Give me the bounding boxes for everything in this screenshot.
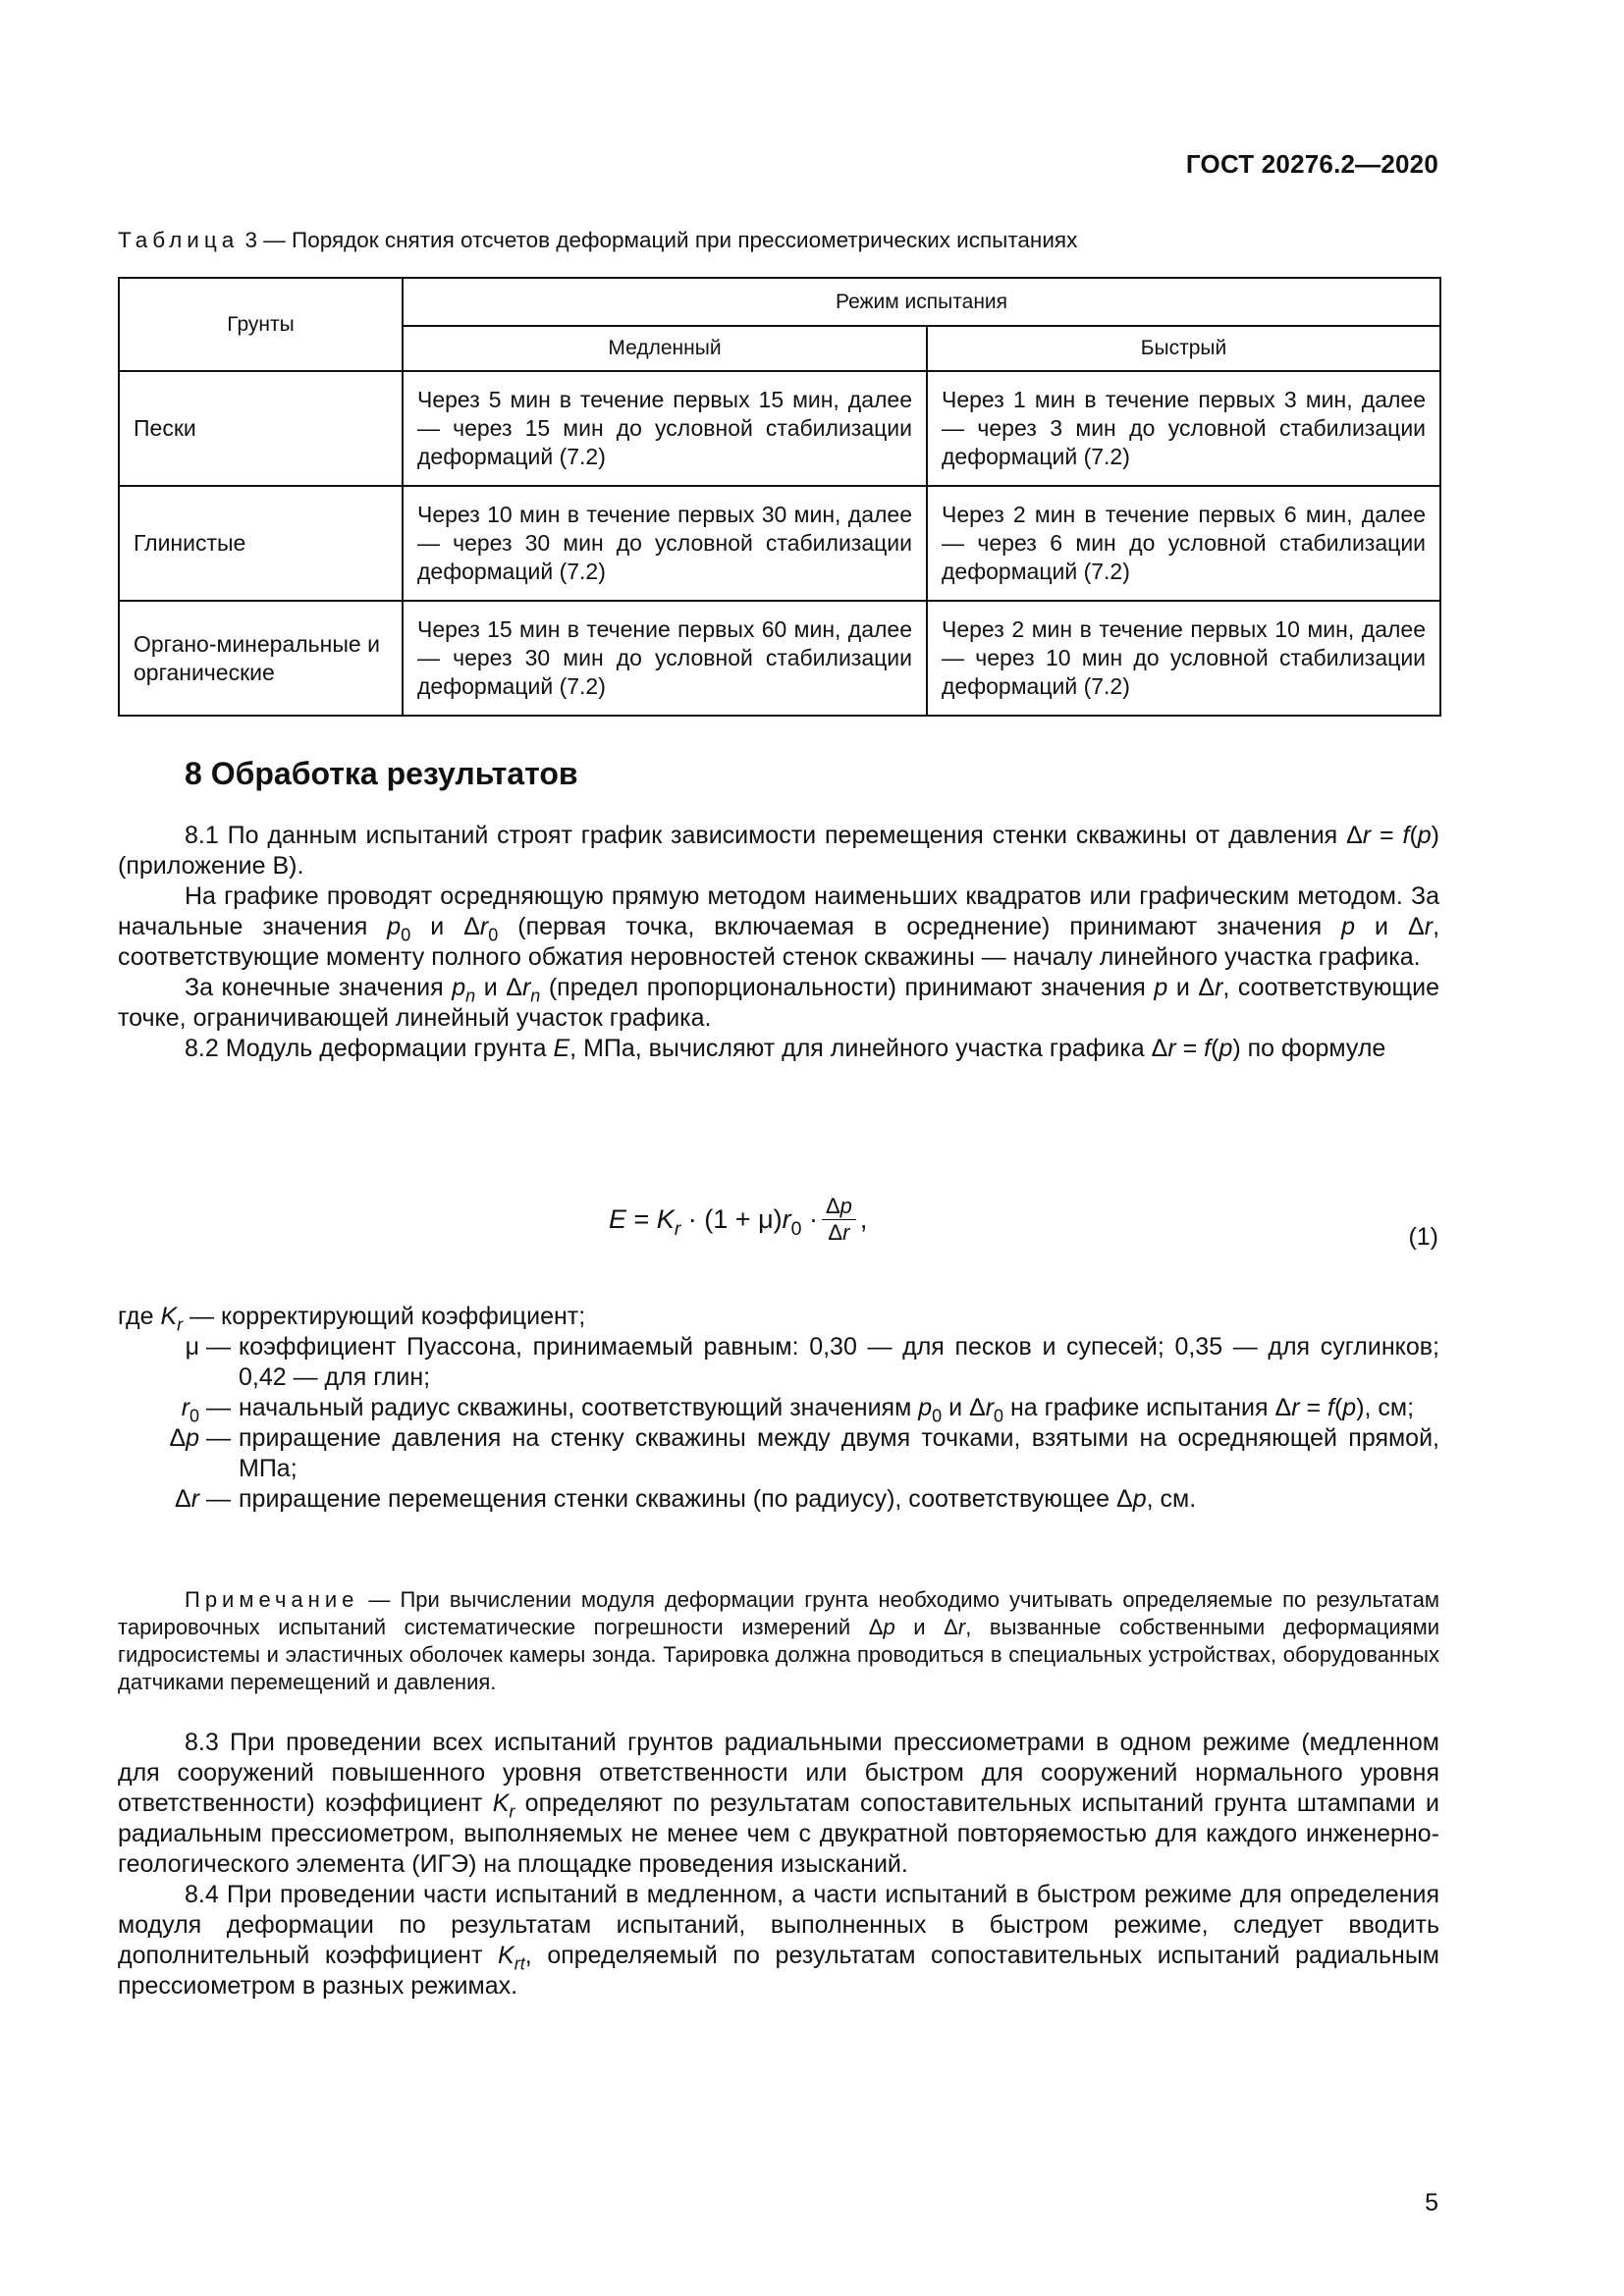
soil-type-cell: Глинистые xyxy=(119,486,403,601)
definition-kr: где $K_r$ — корректирующий коэффициент; xyxy=(118,1303,586,1335)
paragraph-8-4: 8.4 При проведении части испытаний в медленном, а части испытаний в быстром режиме для определения модуля деформации по результатам испытаний, выполненных в быстром режиме, следует вводить дополнительный коэффициент $K_{rt}$, определяемый по результатам сопоставительных испытаний радиальным прессиометром в разных режимах. xyxy=(118,1881,1439,2000)
formula-fraction: $\frac{\Delta p}{\Delta r}$ xyxy=(822,1194,856,1246)
table-caption xyxy=(118,228,1077,253)
table-caption-text: 3 — Порядок снятия отсчетов деформаций при прессиометрических испытаниях xyxy=(244,228,1078,252)
paragraph-8-1: 8.1 По данным испытаний строят график зависимости перемещения стенки скважины от давления Δr = f(p) (приложение В). xyxy=(118,822,1439,880)
fast-mode-cell: Через 1 мин в течение первых 3 мин, далее — через 3 мин до условной стабилизации деформаций (7.2) xyxy=(927,371,1440,486)
paragraph-8-3: 8.3 При проведении всех испытаний грунтов радиальными прессиометрами в одном режиме (медленном для сооружений повышенного уровня ответственности или быстром для сооружений нормального уровня ответственности) коэффициент $K_r$ определяют по результатам сопоставительных испытаний грунта штампами и радиальным прессиометром, выполняемых не менее чем с двукратной повторяемостью для каждого инженерно-геологического элемента (ИГЭ) на площадке проведения изысканий. xyxy=(118,1729,1439,1878)
note: Примечание — При вычислении модуля деформации грунта необходимо учитывать определяемые по результатам тарировочных испытаний систематические погрешности измерений Δp и Δr, вызванные собственными деформациями гидросистемы и эластичных оболочек камеры зонда. Тарировка должна проводиться в специальных устройствах, оборудованных датчиками перемещений и давления. xyxy=(118,1587,1439,1694)
slow-mode-cell: Через 10 мин в течение первых 30 мин, далее — через 30 мин до условной стабилизации деформаций (7.2) xyxy=(403,486,927,601)
header-fast: Быстрый xyxy=(927,326,1440,371)
document-id: ГОСТ 20276.2—2020 xyxy=(1185,149,1438,179)
table-row xyxy=(119,601,1440,716)
section-8-3-text xyxy=(118,1728,1439,2002)
paragraph-8-1-a: На графике проводят осредняющую прямую методом наименьших квадратов или графическим методом. За начальные значения $p_0$ и $\Delta r_0$ (первая точка, включаемая в осреднение) принимают значения p и Δr, соответствующие моменту полного обжатия неровностей стенок скважины — началу линейного участка графика. xyxy=(118,882,1440,971)
paragraph-8-1-b: За конечные значения $p_n$ и $\Delta r_n$ (предел пропорциональности) принимают значения p и Δr, соответствующие точке, ограничивающей линейный участок графика. xyxy=(118,974,1439,1032)
formula-1: $E = K_r \cdot (1 + \mu)r_0$ · $\frac{\Delta p}{\Delta r}$ , xyxy=(609,1194,868,1245)
deformation-reading-table xyxy=(118,277,1441,717)
paragraph-8-2: 8.2 Модуль деформации грунта E, МПа, вычисляют для линейного участка графика Δr = f(p) по формуле xyxy=(185,1035,1386,1062)
formula-number: (1) xyxy=(1408,1223,1438,1251)
header-test-mode: Режим испытания xyxy=(403,278,1440,326)
definition-dp: Δp — приращение давления на стенку скважины между двумя точками, взятыми на осредняющей прямой, МПа; xyxy=(169,1424,1439,1482)
definition-r0: $r_0$ — начальный радиус скважины, соответствующий значениям $p_0$ и $\Delta r_0$ на графике испытания Δr = f(p), см; xyxy=(181,1394,1415,1426)
slow-mode-cell: Через 5 мин в течение первых 15 мин, далее — через 15 мин до условной стабилизации деформаций (7.2) xyxy=(403,371,927,486)
definition-dr: Δr — приращение перемещения стенки скважины (по радиусу), соответствующее Δp, см. xyxy=(175,1485,1197,1513)
header-soils: Грунты xyxy=(119,278,403,371)
section-8-text xyxy=(118,821,1439,1064)
table-caption-prefix: Таблица xyxy=(118,228,240,252)
slow-mode-cell: Через 15 мин в течение первых 60 мин, далее — через 30 мин до условной стабилизации деформаций (7.2) xyxy=(403,601,927,716)
table-row xyxy=(119,371,1440,486)
header-slow: Медленный xyxy=(403,326,927,371)
formula-definitions xyxy=(118,1302,1439,1515)
soil-type-cell: Пески xyxy=(119,371,403,486)
fast-mode-cell: Через 2 мин в течение первых 6 мин, далее — через 6 мин до условной стабилизации деформаций (7.2) xyxy=(927,486,1440,601)
table-row xyxy=(119,486,1440,601)
fast-mode-cell: Через 2 мин в течение первых 10 мин, далее — через 10 мин до условной стабилизации деформаций (7.2) xyxy=(927,601,1440,716)
page-number: 5 xyxy=(1425,2189,1438,2216)
soil-type-cell: Органо-минеральные и органические xyxy=(119,601,403,716)
note-label: Примечание xyxy=(185,1587,359,1612)
section-title: 8 Обработка результатов xyxy=(185,756,578,791)
definition-mu: μ — коэффициент Пуассона, принимаемый равным: 0,30 — для песков и супесей; 0,35 — для суглинков; 0,42 — для глин; xyxy=(185,1333,1439,1391)
